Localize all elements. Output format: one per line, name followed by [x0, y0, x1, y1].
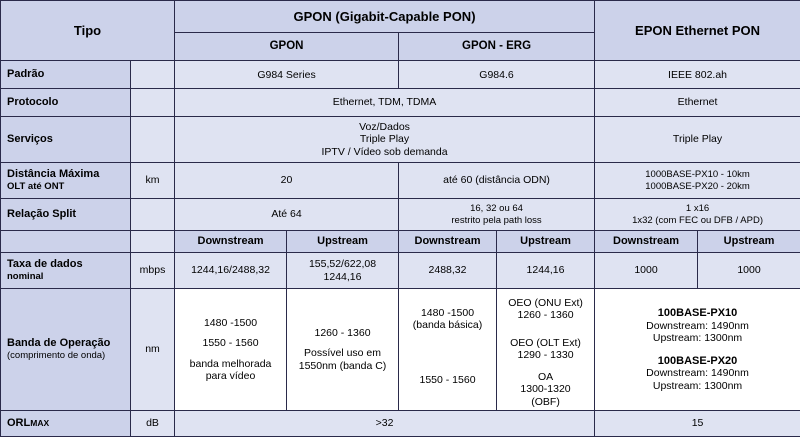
cell-padrao-gpon-erg: G984.6: [399, 61, 595, 89]
subheader-epon-downstream: Downstream: [595, 231, 698, 253]
cell-padrao-epon: IEEE 802.ah: [595, 61, 800, 89]
banda-erg-down-cell-1: [399, 289, 496, 350]
cell-taxa-gpon-up: [287, 253, 399, 289]
rowlabel-direction-empty: [1, 231, 131, 253]
banda-erg-up-cell-3: [497, 369, 594, 410]
cell-distancia-epon: [595, 163, 800, 199]
split-erg-line-2: restrito pela path loss: [451, 214, 542, 226]
unit-split: [131, 199, 175, 231]
split-erg-line-1: 16, 32 ou 64: [470, 203, 523, 215]
cell-split-epon: [595, 199, 800, 231]
split-epon-line-1: 1 x16: [685, 203, 710, 215]
subheader-epon-upstream: Upstream: [698, 231, 800, 253]
cell-orl-gpon: >32: [175, 411, 595, 437]
cell-banda-epon: [595, 289, 800, 411]
row-taxa: [1, 253, 800, 289]
cell-taxa-gpon-down: 1244,16/2488,32: [175, 253, 287, 289]
banda-epon-title-1: 100BASE-PX10: [657, 306, 738, 319]
banda-epon-t1-line-1: Downstream: 1490nm: [646, 319, 749, 332]
subheader-gpon-downstream: Downstream: [175, 231, 287, 253]
header-row-1: [1, 1, 800, 33]
cell-taxa-epon-down: 1000: [595, 253, 698, 289]
banda-erg-up1-line-2: 1260 - 1360: [517, 308, 574, 321]
distancia-epon-line-2: 1000BASE-PX20 - 20km: [645, 180, 750, 192]
taxa-gpon-up-line-1: 155,52/622,08: [308, 258, 377, 271]
row-direction-headers: [1, 231, 800, 253]
banda-gpon-down-line-2: 1550 - 1560: [202, 337, 259, 350]
banda-erg-up-row-1: [497, 289, 594, 329]
banda-erg-up-cell-1: [497, 289, 594, 329]
banda-erg-up2-line-1: OEO (OLT Ext): [510, 336, 581, 349]
taxa-gpon-up-line-2: 1244,16: [323, 270, 362, 283]
banda-gpon-down-line-1: 1480 -1500: [203, 316, 258, 329]
unit-taxa: mbps: [131, 253, 175, 289]
banda-erg-up-row-3: [497, 369, 594, 410]
cell-banda-erg-down: [399, 289, 497, 411]
rowlabel-distancia: [1, 163, 131, 199]
cell-taxa-erg-down: 2488,32: [399, 253, 497, 289]
banda-epon-t2-line-2: Upstream: 1300nm: [652, 379, 743, 392]
banda-erg-up-row-2: [497, 329, 594, 369]
banda-erg-down-cell-2: [399, 350, 496, 411]
unit-banda: nm: [131, 289, 175, 411]
banda-gpon-down-line-4: para vídeo: [205, 369, 256, 382]
rowlabel-orl-main: ORL: [7, 417, 31, 430]
servicos-line-3: IPTV / Vídeo sob demanda: [321, 145, 448, 158]
unit-orl: dB: [131, 411, 175, 437]
cell-split-gpon: Até 64: [175, 199, 399, 231]
rowlabel-taxa-main: Taxa de dados: [7, 258, 83, 271]
rowlabel-padrao: Padrão: [1, 61, 131, 89]
unit-direction-empty: [131, 231, 175, 253]
banda-gpon-up-line-2: Possível uso em: [303, 347, 382, 360]
banda-erg-up2-line-2: 1290 - 1330: [517, 348, 574, 361]
rowlabel-distancia-sub: OLT até ONT: [7, 181, 65, 193]
unit-distancia: km: [131, 163, 175, 199]
rowlabel-distancia-main: Distância Máxima: [7, 168, 100, 181]
distancia-epon-line-1: 1000BASE-PX10 - 10km: [645, 169, 750, 181]
banda-epon-t2-line-1: Downstream: 1490nm: [646, 367, 749, 380]
cell-padrao-gpon: G984 Series: [175, 61, 399, 89]
rowlabel-servicos: Serviços: [1, 117, 131, 163]
banda-erg-down-subtable: [399, 289, 496, 410]
cell-taxa-erg-up: 1244,16: [497, 253, 595, 289]
servicos-line-1: Voz/Dados: [359, 120, 410, 133]
row-protocolo: [1, 89, 800, 117]
banda-erg-up3-line-1: OA: [537, 370, 554, 383]
cell-orl-epon: 15: [595, 411, 800, 437]
banda-erg-up3-line-3: (OBF): [531, 395, 560, 408]
banda-erg-up1-line-1: OEO (ONU Ext): [508, 296, 583, 309]
rowlabel-banda-sub: (comprimento de onda): [7, 350, 106, 362]
rowlabel-banda-main: Banda de Operação: [7, 337, 111, 350]
rowlabel-banda: [1, 289, 131, 411]
cell-servicos-gpon: [175, 117, 595, 163]
header-epon: EPON Ethernet PON: [595, 1, 800, 61]
row-padrao: [1, 61, 800, 89]
banda-erg-down-row-2: [399, 350, 496, 411]
row-distancia: [1, 163, 800, 199]
banda-erg-down-line-3: 1550 - 1560: [419, 373, 476, 386]
banda-erg-up3-line-2: 1300-1320: [520, 383, 571, 396]
servicos-line-2: Triple Play: [359, 133, 410, 146]
cell-servicos-epon: Triple Play: [595, 117, 800, 163]
banda-gpon-up-line-1: 1260 - 1360: [314, 326, 371, 339]
banda-erg-down-line-2: (banda básica): [412, 319, 483, 332]
row-split: [1, 199, 800, 231]
cell-split-gpon-erg: [399, 199, 595, 231]
header-gpon-group: GPON (Gigabit-Capable PON): [175, 1, 595, 33]
banda-erg-down-line-1: 1480 -1500: [420, 306, 475, 319]
banda-erg-down-row-1: [399, 289, 496, 350]
cell-banda-gpon-up: [287, 289, 399, 411]
cell-protocolo-gpon: Ethernet, TDM, TDMA: [175, 89, 595, 117]
banda-gpon-down-line-3: banda melhorada: [189, 357, 272, 370]
rowlabel-taxa: [1, 253, 131, 289]
cell-banda-gpon-down: [175, 289, 287, 411]
cell-banda-erg-up: [497, 289, 595, 411]
subheader-erg-downstream: Downstream: [399, 231, 497, 253]
cell-protocolo-epon: Ethernet: [595, 89, 800, 117]
banda-epon-t1-line-2: Upstream: 1300nm: [652, 332, 743, 345]
cell-distancia-gpon-erg: até 60 (distância ODN): [399, 163, 595, 199]
banda-gpon-up-line-3: 1550nm (banda C): [298, 359, 387, 372]
header-gpon-erg: GPON - ERG: [399, 32, 595, 61]
subheader-erg-upstream: Upstream: [497, 231, 595, 253]
header-gpon: GPON: [175, 32, 399, 61]
subheader-gpon-upstream: Upstream: [287, 231, 399, 253]
rowlabel-orl-sub: MAX: [30, 418, 50, 429]
row-orl: [1, 411, 800, 437]
row-banda: [1, 289, 800, 411]
banda-erg-up-cell-2: [497, 329, 594, 369]
rowlabel-protocolo: Protocolo: [1, 89, 131, 117]
unit-protocolo: [131, 89, 175, 117]
split-epon-line-2: 1x32 (com FEC ou DFB / APD): [632, 214, 763, 226]
rowlabel-orl: [1, 411, 131, 437]
banda-epon-title-2: 100BASE-PX20: [657, 354, 738, 367]
cell-taxa-epon-up: 1000: [698, 253, 800, 289]
unit-padrao: [131, 61, 175, 89]
banda-erg-up-subtable: [497, 289, 594, 410]
row-servicos: [1, 117, 800, 163]
header-tipo: Tipo: [1, 1, 175, 61]
rowlabel-split: Relação Split: [1, 199, 131, 231]
cell-distancia-gpon: 20: [175, 163, 399, 199]
rowlabel-taxa-sub: nominal: [7, 271, 44, 283]
unit-servicos: [131, 117, 175, 163]
